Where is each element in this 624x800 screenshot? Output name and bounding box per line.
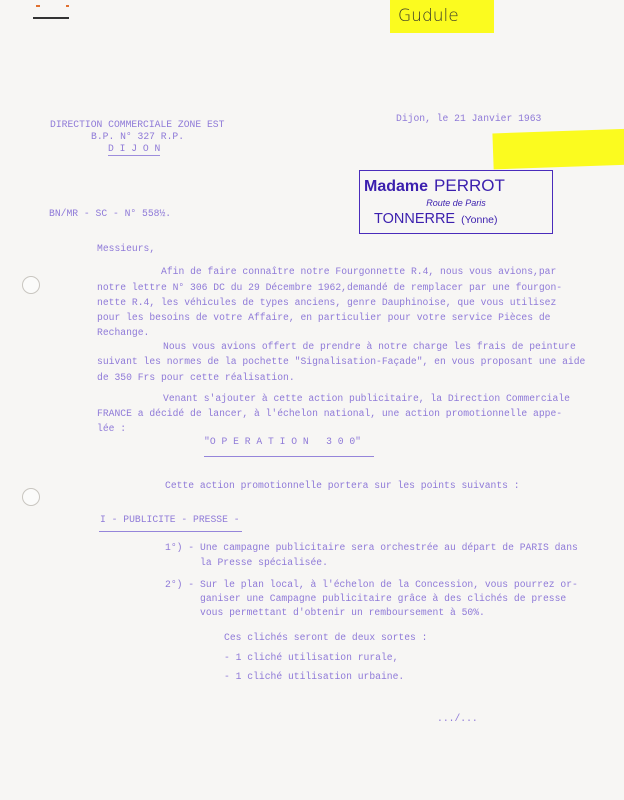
operation-underline <box>204 456 374 457</box>
paragraph1-line: pour les besoins de votre Affaire, en particulier pour votre service Pièces de <box>97 312 551 323</box>
paragraph1-line: nette R.4, les véhicules de types anciens, genre Dauphinoise, que vous utilisez <box>97 297 557 308</box>
points-intro: Cette action promotionnelle portera sur les points suivants : <box>165 480 520 491</box>
point-line: Une campagne publicitaire sera orchestrée au départ de PARIS dans <box>200 542 578 553</box>
recipient-street: Route de Paris <box>426 198 486 208</box>
paragraph3-line: FRANCE a décidé de lancer, à l'échelon national, une action promotionnelle appe- <box>97 408 563 419</box>
reference: BN/MR - SC - N° 558½. <box>49 208 172 219</box>
recipient-stamp <box>359 170 553 234</box>
sticky-note-text: Gudule <box>398 6 459 26</box>
point-line: la Presse spécialisée. <box>200 557 328 568</box>
paragraph2-line: suivant les normes de la pochette "Signalisation-Façade", en vous proposant une aide <box>97 356 586 367</box>
scan-mark <box>36 5 40 7</box>
sender-line1: DIRECTION COMMERCIALE ZONE EST <box>50 119 225 130</box>
paragraph1-line: notre lettre N° 306 DC du 29 Décembre 1962,demandé de remplacer par une fourgon- <box>97 282 563 293</box>
sticky-note <box>390 0 494 33</box>
letter-date: Dijon, le 21 Janvier 1963 <box>396 113 542 124</box>
point-line: ganiser une Campagne publicitaire grâce à des clichés de presse <box>200 593 567 604</box>
scan-mark <box>66 5 69 7</box>
point-line: vous permettant d'obtenir un remboursement à 50%. <box>200 607 485 618</box>
operation-title: "O P E R A T I O N 3 0 0" <box>204 436 361 447</box>
sticky-note-strip <box>492 129 624 170</box>
paragraph3-line: lée : <box>97 423 127 434</box>
paragraph3-line: Venant s'ajouter à cette action publicitaire, la Direction Commerciale <box>163 393 570 404</box>
recipient-region: (Yonne) <box>461 214 498 226</box>
paragraph2-line: Nous vous avions offert de prendre à notre charge les frais de peinture <box>163 341 576 352</box>
recipient-city: TONNERRE <box>374 211 456 227</box>
cliches-intro: Ces clichés seront de deux sortes : <box>224 632 428 643</box>
sender-city: D I J O N <box>108 143 161 154</box>
paragraph1-line: Afin de faire connaître notre Fourgonnette R.4, nous vous avions,par <box>161 266 557 277</box>
point-number: 2°) - <box>165 579 195 590</box>
cliche-item: - 1 cliché utilisation urbaine. <box>224 671 405 682</box>
point-number: 1°) - <box>165 542 195 553</box>
point-line: Sur le plan local, à l'échelon de la Concession, vous pourrez or- <box>200 579 578 590</box>
paragraph2-line: de 350 Frs pour cette réalisation. <box>97 372 295 383</box>
section-heading: I - PUBLICITE - PRESSE - <box>100 514 240 525</box>
section-underline <box>99 531 242 532</box>
recipient-name: PERROT <box>434 176 505 195</box>
punch-hole <box>22 488 40 506</box>
cliche-item: - 1 cliché utilisation rurale, <box>224 652 399 663</box>
sender-line2: B.P. N° 327 R.P. <box>91 131 185 142</box>
punch-hole <box>22 276 40 294</box>
salutation: Messieurs, <box>97 243 156 254</box>
scan-mark <box>33 17 69 19</box>
continuation-mark: .../... <box>437 713 478 724</box>
paragraph1-line: Rechange. <box>97 327 150 338</box>
recipient-title: Madame <box>364 178 429 195</box>
